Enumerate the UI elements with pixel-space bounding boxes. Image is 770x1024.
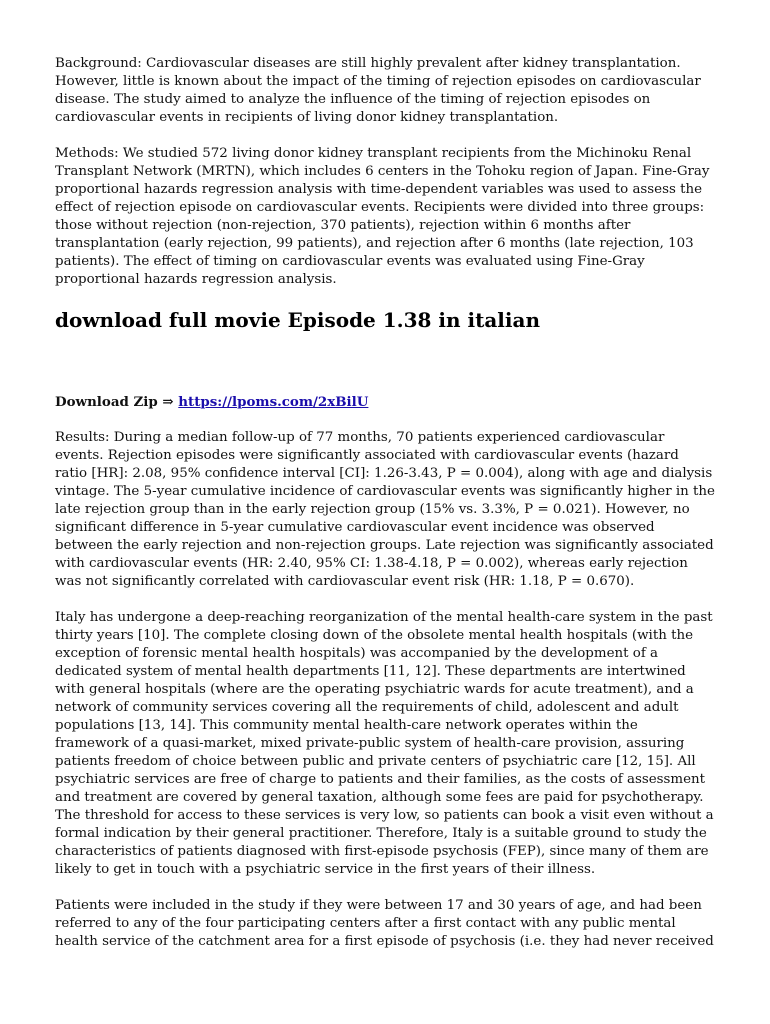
methods-paragraph: Methods: We studied 572 living donor kidney transplant recipients from the Michinoku Renal Transplant Network (MRTN), which includes 6 centers in the Tohoku region of Japan. Fine-Gray proportional hazards regression analysis with time-dependent variables was used to assess the effect of rejection episode on cardiovascular events. Recipients were divided into three groups: those without rejection (non-rejection, 370 patients), rejection within 6 months after transplantation (early rejection, 99 patients), and rejection after 6 months (late rejection, 103 patients). The effect of timing on cardiovascular events was evaluated using Fine-Gray proportional hazards regression analysis. (55, 146, 710, 287)
download-line (55, 393, 715, 411)
page-heading: download full movie Episode 1.38 in italian (55, 308, 540, 332)
document-page (55, 55, 715, 969)
background-paragraph: Background: Cardiovascular diseases are still highly prevalent after kidney transplantation. However, little is known about the impact of the timing of rejection episodes on cardiovascular disease. The study aimed to analyze the influence of the timing of rejection episodes on cardiovascular events in recipients of living donor kidney transplantation. (55, 56, 701, 125)
results-paragraph: Results: During a median follow-up of 77 months, 70 patients experienced cardiovascular events. Rejection episodes were significantly associated with cardiovascular events (hazard ratio [HR]: 2.08, 95% confidence interval [CI]: 1.26-3.43, P = 0.004), along with age and dialysis vintage. The 5-year cumulative incidence of cardiovascular events was significantly higher in the late rejection group than in the early rejection group (15% vs. 3.3%, P = 0.021). However, no significant difference in 5-year cumulative cardiovascular event incidence was observed between the early rejection and non-rejection groups. Late rejection was significantly associated with cardiovascular events (HR: 2.40, 95% CI: 1.38-4.18, P = 0.002), whereas early rejection was not significantly correlated with cardiovascular event risk (HR: 1.18, P = 0.670). (55, 430, 715, 589)
download-label: Download Zip ⇒ (55, 394, 179, 410)
italy-paragraph: Italy has undergone a deep-reaching reorganization of the mental health-care system in the past thirty years [10]. The complete closing down of the obsolete mental health hospitals (with the exception of forensic mental health hospitals) was accompanied by the development of a dedicated system of mental health departments [11, 12]. These departments are intertwined with general hospitals (where are the operating psychiatric wards for acute treatment), and a network of community services covering all the requirements of child, adolescent and adult populations [13, 14]. This community mental health-care network operates within the framework of a quasi-market, mixed private-public system of health-care provision, assuring patients freedom of choice between public and private centers of psychiatric care [12, 15]. All psychiatric services are free of charge to patients and their families, as the costs of assessment and treatment are covered by general taxation, although some fees are paid for psychotherapy. The threshold for access to these services is very low, so patients can book a visit even without a formal indication by their general practitioner. Therefore, Italy is a suitable ground to study the characteristics of patients diagnosed with first-episode psychosis (FEP), since many of them are likely to get in touch with a psychiatric service in the first years of their illness. (55, 610, 714, 877)
download-link[interactable]: https://lpoms.com/2xBilU (178, 394, 369, 410)
patients-paragraph: Patients were included in the study if they were between 17 and 30 years of age, and had been referred to any of the four participating centers after a first contact with any public mental health service of the catchment area for a first episode of psychosis (i.e. they had never received (55, 898, 714, 949)
